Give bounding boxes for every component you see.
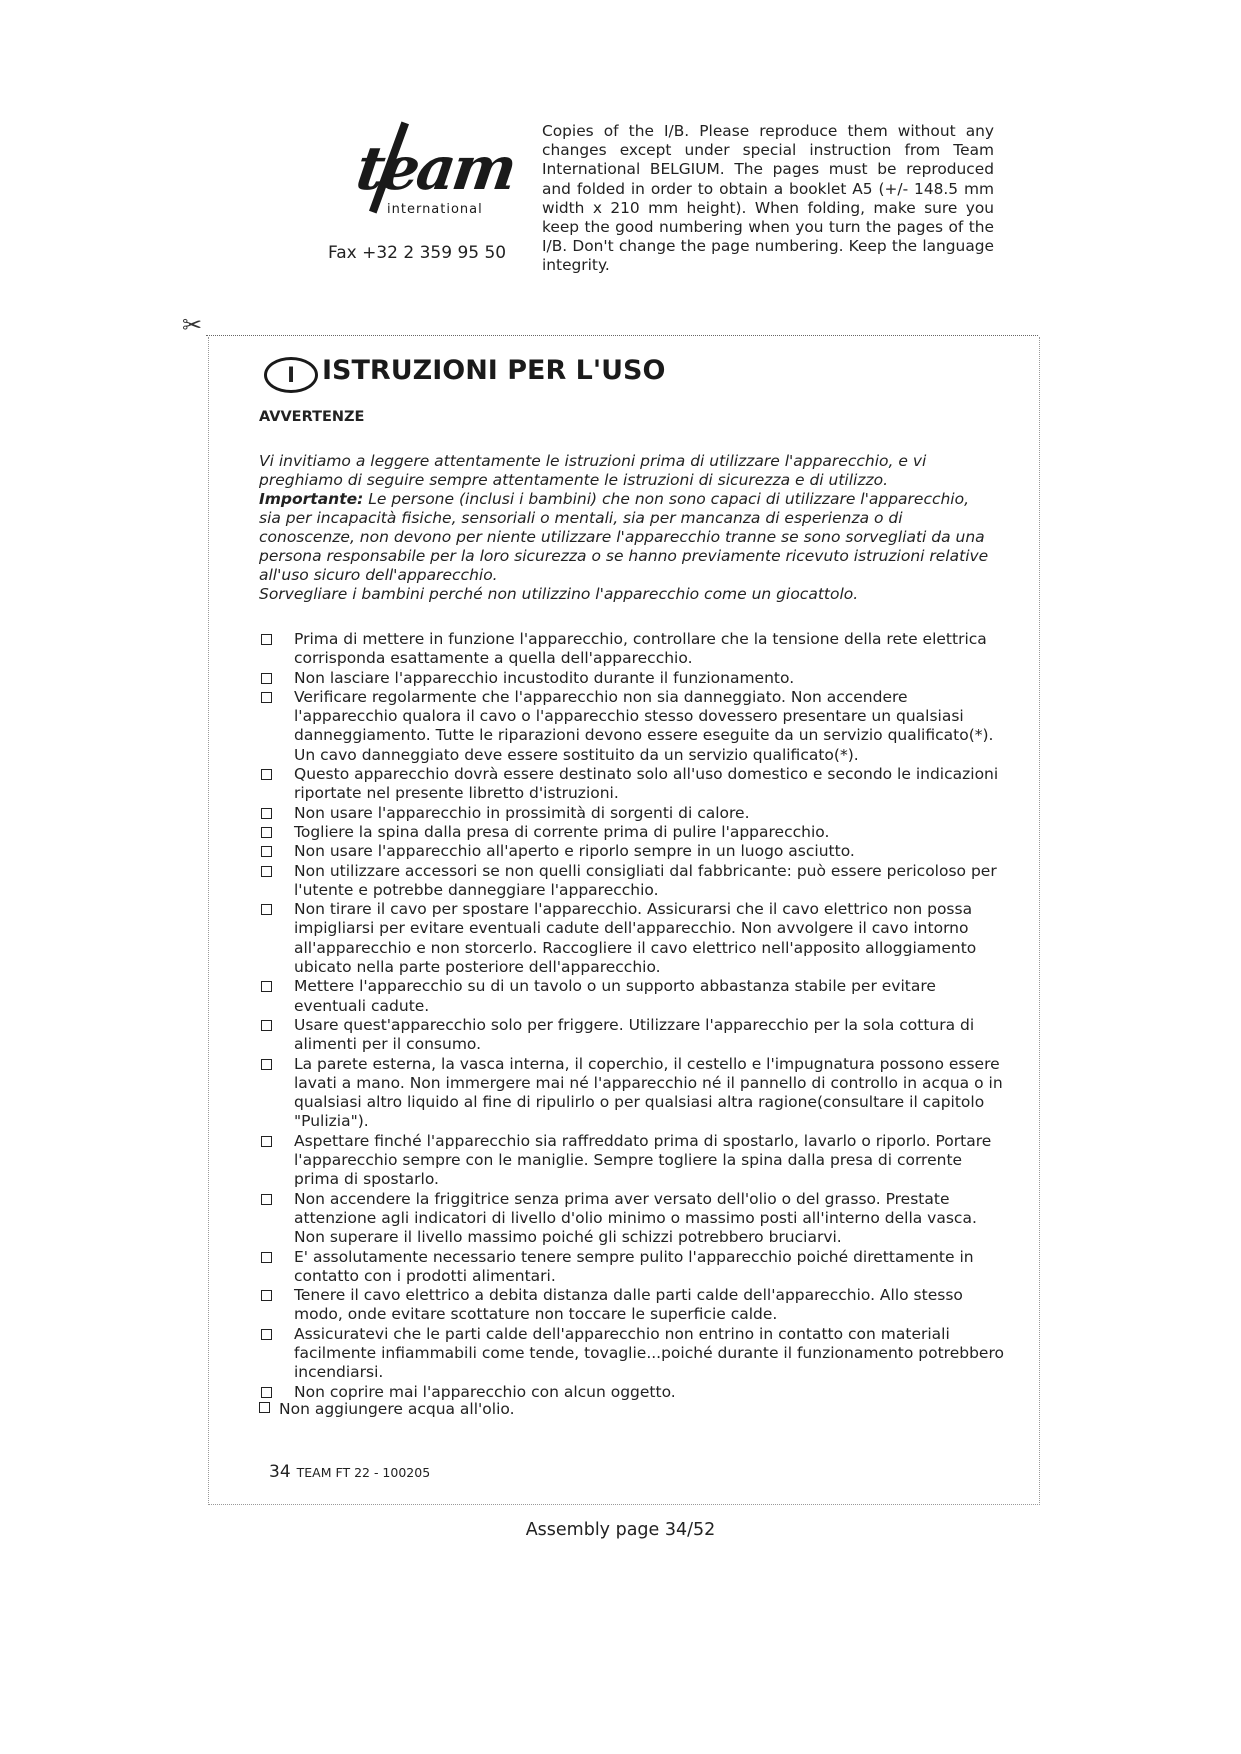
supervision-paragraph: Sorvegliare i bambini perché non utilizzino l'apparecchio come un giocattolo. (259, 585, 859, 603)
list-item (259, 765, 1009, 804)
list-item (259, 1286, 1009, 1325)
list-item-text: E' assolutamente necessario tenere sempre pulito l'apparecchio poiché direttamente in contatto con i prodotti alimentari. (294, 1247, 974, 1285)
important-paragraph (259, 490, 994, 585)
section-heading: AVVERTENZE (259, 409, 365, 425)
team-logo (345, 112, 519, 222)
checkbox-bullet-icon (261, 904, 272, 915)
list-item (259, 900, 1009, 977)
list-item-text: Non lasciare l'apparecchio incustodito durante il funzionamento. (294, 668, 795, 687)
checkbox-bullet-icon (261, 692, 272, 703)
list-item-text: Aspettare finché l'apparecchio sia raffreddato prima di spostarlo, lavarlo o riporlo. Portare l'apparecchio sempre con le maniglie. Sempre togliere la spina dalla presa di corrente prima di spostarlo. (294, 1131, 992, 1189)
list-item-text: Usare quest'apparecchio solo per friggere. Utilizzare l'apparecchio per la sola cottura di alimenti per il consumo. (294, 1015, 975, 1054)
checkbox-bullet-icon (261, 808, 272, 819)
checkbox-bullet-icon (261, 1387, 272, 1398)
list-item (259, 862, 1009, 901)
checkbox-bullet-icon (261, 1329, 272, 1340)
checkbox-bullet-icon (261, 769, 272, 780)
assembly-page-label: Assembly page 34/52 (525, 1520, 716, 1540)
page-number: 34 (269, 1462, 291, 1482)
list-item-text: Tenere il cavo elettrico a debita distanza dalle parti calde dell'apparecchio. Allo stesso modo, onde evitare scottature non toccare le superficie calde. (294, 1286, 963, 1324)
list-item (259, 1190, 1009, 1248)
page-footer (269, 1462, 430, 1482)
list-item-text: Verificare regolarmente che l'apparecchio non sia danneggiato. Non accendere l'apparecchio qualora il cavo o l'apparecchio stesso dovessero presentare un qualsiasi danneggiamento. Tutte le riparazioni devono essere eseguite da un servizio qualificato(*). Un cavo danneggiato deve essere sostituito da un servizio qualificato(*). (294, 687, 994, 764)
list-item-text: Non usare l'apparecchio in prossimità di sorgenti di calore. (294, 803, 750, 822)
checkbox-bullet-icon (261, 1059, 272, 1070)
checkbox-bullet-icon (261, 981, 272, 992)
list-item-text: Non tirare il cavo per spostare l'apparecchio. Assicurarsi che il cavo elettrico non possa impigliarsi per evitare eventuali cadute dell'apparecchio. Non avvolgere il cavo intorno all'apparecchio e non storcerlo. Raccogliere il cavo elettrico nell'apposito alloggiamento ubicato nella parte posteriore dell'apparecchio. (294, 900, 977, 977)
checkbox-bullet-icon (261, 866, 272, 877)
list-item-text: La parete esterna, la vasca interna, il coperchio, il cestello e l'impugnatura possono essere lavati a mano. Non immergere mai né l'apparecchio né il pannello di controllo in acqua o in qualsiasi altro liquido al fine di ripulirlo o per qualsiasi altra ragione(consultare il capitolo "Pulizia"). (294, 1054, 1003, 1131)
list-item-text: Non accendere la friggitrice senza prima aver versato dell'olio o del grasso. Prestate attenzione agli indicatori di livello d'olio minimo o massimo posti all'interno della vasca. Non superare il livello massimo poiché gli schizzi potrebbero bruciarvi. (294, 1189, 977, 1247)
list-item-text: Mettere l'apparecchio su di un tavolo o un supporto abbastanza stabile per evitare eventuali cadute. (294, 977, 936, 1015)
important-text: Le persone (inclusi i bambini) che non sono capaci di utilizzare l'apparecchio, sia per incapacità fisiche, sensoriali o mentali, sia per mancanza di esperienza o di conoscenze, non devono per niente utilizzare l'apparecchio tranne se sono sorvegliati da una persona responsabile per la loro sicurezza o se hanno previamente ricevuto istruzioni relative all'uso sicuro dell'apparecchio. (259, 490, 989, 584)
list-item (259, 1016, 1009, 1055)
list-item (259, 1383, 1009, 1402)
list-item-text: Questo apparecchio dovrà essere destinato solo all'uso domestico e secondo le indicazioni riportate nel presente libretto d'istruzioni. (294, 765, 999, 803)
intro-paragraph: Vi invitiamo a leggere attentamente le istruzioni prima di utilizzare l'apparecchio, e vi preghiamo di seguire sempre attentamente le istruzioni di sicurezza e di utilizzo. (259, 452, 927, 489)
list-item (259, 1055, 1009, 1132)
list-item-text: Assicuratevi che le parti calde dell'apparecchio non entrino in contatto con materiali facilmente infiammabili come tende, tovaglie...poiché durante il funzionamento potrebbero incendiarsi. (294, 1324, 1004, 1382)
list-item (259, 630, 1009, 669)
fax-number: Fax +32 2 359 95 50 (328, 243, 507, 263)
list-item (259, 688, 1009, 765)
scissors-icon: ✂ (182, 311, 203, 339)
logo-wordmark: team (352, 134, 519, 204)
list-item-text: Non aggiungere acqua all'olio. (279, 1400, 515, 1418)
cut-line (206, 335, 1038, 336)
page-title: ISTRUZIONI PER L'USO (322, 355, 666, 386)
checkbox-bullet-icon (261, 1194, 272, 1205)
list-item (259, 842, 1009, 861)
checkbox-bullet-icon (261, 673, 272, 684)
list-item-text: Non utilizzare accessori se non quelli consigliati dal fabbricante: può essere pericoloso per l'utente e potrebbe danneggiare l'apparecchio. (294, 861, 997, 899)
copies-instructions: Copies of the I/B. Please reproduce them without any changes except under special instruction from Team International BELGIUM. The pages must be reproduced and folded in order to obtain a booklet A5 (+/- 148.5 mm width x 210 mm height). When folding, make sure you keep the good numbering when you turn the pages of the I/B. Don't change the page numbering. Keep the language integrity. (542, 122, 994, 275)
last-list-item (259, 1400, 515, 1418)
list-item (259, 1132, 1009, 1190)
model-code: TEAM FT 22 - 100205 (296, 1465, 431, 1480)
list-item-text: Togliere la spina dalla presa di corrente prima di pulire l'apparecchio. (294, 822, 830, 841)
checkbox-bullet-icon (261, 827, 272, 838)
list-item (259, 1325, 1009, 1383)
list-item-text: Prima di mettere in funzione l'apparecchio, controllare che la tensione della rete elettrica corrisponda esattamente a quella dell'apparecchio. (294, 630, 987, 668)
logo-subtitle: international (387, 202, 483, 217)
checkbox-bullet-icon (259, 1402, 270, 1413)
language-badge: I (264, 357, 318, 393)
list-item-text: Non usare l'apparecchio all'aperto e riporlo sempre in un luogo asciutto. (294, 842, 855, 861)
important-label: Importante: (259, 490, 364, 508)
warnings-list (259, 630, 1009, 1402)
list-item (259, 823, 1009, 842)
list-item (259, 669, 1009, 688)
checkbox-bullet-icon (261, 1020, 272, 1031)
checkbox-bullet-icon (261, 1252, 272, 1263)
checkbox-bullet-icon (261, 846, 272, 857)
list-item-text: Non coprire mai l'apparecchio con alcun oggetto. (294, 1382, 676, 1401)
intro-text (259, 452, 994, 604)
list-item (259, 977, 1009, 1016)
checkbox-bullet-icon (261, 1136, 272, 1147)
checkbox-bullet-icon (261, 1290, 272, 1301)
list-item (259, 1248, 1009, 1287)
checkbox-bullet-icon (261, 634, 272, 645)
list-item (259, 804, 1009, 823)
